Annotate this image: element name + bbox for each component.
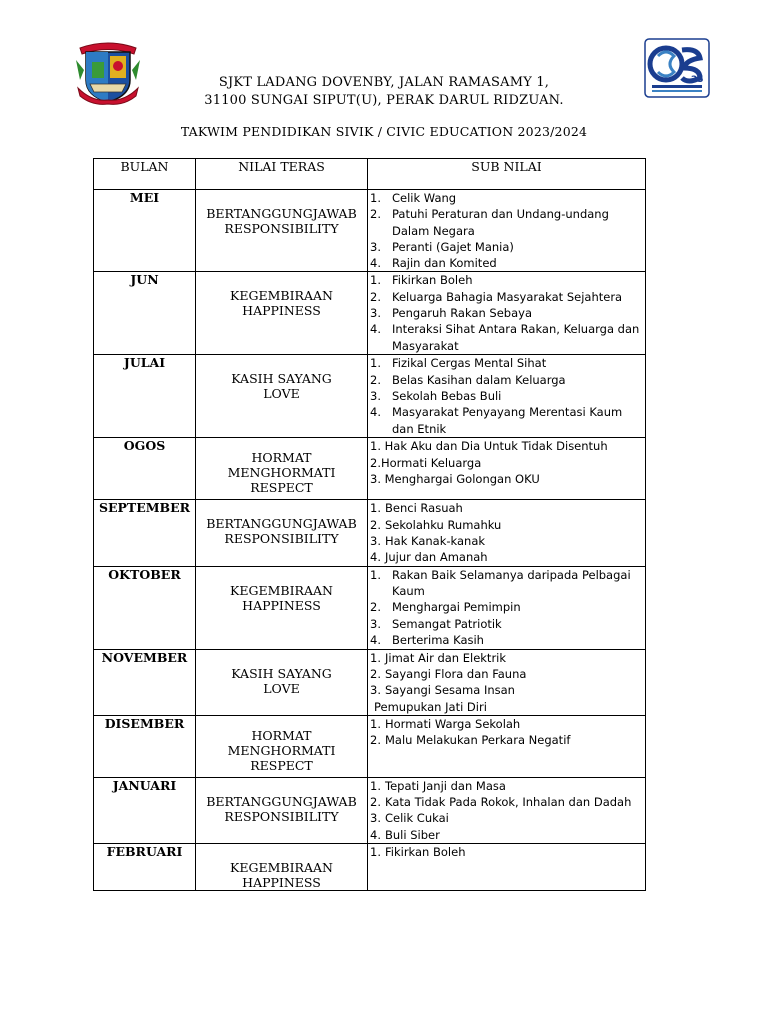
- list-item: 2. Menghargai Pemimpin: [370, 600, 521, 615]
- nilai-line: HAPPINESS: [242, 875, 321, 891]
- nilai-line: BERTANGGUNGJAWAB: [206, 793, 357, 809]
- list-item: 1. Celik Wang: [370, 191, 457, 205]
- nilai-line: KASIH SAYANG: [231, 371, 332, 387]
- month-cell: OGOS: [94, 438, 196, 500]
- table-row: [94, 649, 646, 715]
- list-item: 1. Fizikal Cergas Mental Sihat: [370, 356, 547, 371]
- nilai-line: KEGEMBIRAAN: [230, 860, 333, 876]
- document-title: TAKWIM PENDIDIKAN SIVIK / CIVIC EDUCATION 2023/2024: [180, 124, 588, 139]
- nilai-line: HAPPINESS: [242, 303, 321, 319]
- sub-nilai-cell: [368, 715, 646, 777]
- list-item: 2. Belas Kasihan dalam Keluarga: [370, 372, 566, 387]
- table-row: [94, 355, 646, 438]
- school-name: SJKT LADANG DOVENBY, JALAN RAMASAMY 1,: [218, 75, 550, 90]
- nilai-line: RESPONSIBILITY: [224, 808, 339, 824]
- month-cell: JUN: [94, 272, 196, 355]
- list-item: 2. Sayangi Flora dan Fauna: [370, 666, 527, 681]
- sub-nilai-cell: [368, 500, 646, 566]
- list-item: 4. Berterima Kasih: [370, 632, 484, 647]
- list-item: 4. Buli Siber: [370, 827, 440, 842]
- list-item: 3. Pengaruh Rakan Sebaya: [370, 306, 533, 321]
- nilai-cell: [196, 649, 368, 715]
- nilai-cell: [196, 355, 368, 438]
- nilai-cell: [196, 777, 368, 843]
- nilai-line: HORMAT: [251, 450, 312, 466]
- logo-badge-text: 25: [691, 75, 704, 85]
- nilai-line: MENGHORMATI: [227, 742, 336, 758]
- sub-nilai-cell: [368, 844, 646, 891]
- nilai-cell: [196, 715, 368, 777]
- list-item: 3. Celik Cukai: [370, 811, 449, 826]
- nilai-cell: [196, 190, 368, 272]
- list-item: 1. Hormati Warga Sekolah: [370, 716, 521, 731]
- month-cell: NOVEMBER: [94, 649, 196, 715]
- sub-nilai-cell: [368, 566, 646, 649]
- table-row: [94, 777, 646, 843]
- table-row: [94, 844, 646, 891]
- nilai-line: KASIH SAYANG: [231, 665, 332, 681]
- nilai-cell: [196, 844, 368, 891]
- list-item: 1. Fikirkan Boleh: [370, 845, 466, 860]
- sub-nilai-cell: [368, 190, 646, 272]
- nilai-line: KEGEMBIRAAN: [230, 582, 333, 598]
- table-header-row: [94, 159, 646, 190]
- school-address: 31100 SUNGAI SIPUT(U), PERAK DARUL RIDZUAN.: [204, 93, 564, 108]
- nilai-cell: [196, 272, 368, 355]
- nilai-line: LOVE: [263, 680, 300, 696]
- nilai-line: HORMAT: [251, 727, 312, 743]
- month-cell: FEBRUARI: [94, 844, 196, 891]
- list-item: 3. Sekolah Bebas Buli: [370, 389, 502, 404]
- nilai-line: RESPONSIBILITY: [224, 531, 339, 547]
- list-item: 1. Hak Aku dan Dia Untuk Tidak Disentuh: [370, 439, 608, 454]
- month-cell: DISEMBER: [94, 715, 196, 777]
- list-item: 3. Semangat Patriotik: [370, 616, 502, 631]
- nilai-line: RESPONSIBILITY: [224, 221, 339, 236]
- list-item: 2. Keluarga Bahagia Masyarakat Sejahtera: [370, 289, 623, 304]
- sub-nilai-note: Pemupukan Jati Diri: [374, 699, 487, 714]
- table-row: [94, 715, 646, 777]
- list-item: 1. Jimat Air dan Elektrik: [370, 650, 507, 665]
- takwim-table: [93, 158, 646, 891]
- nilai-cell: [196, 566, 368, 649]
- list-item: 3. Peranti (Gajet Mania): [370, 239, 514, 254]
- table-row: [94, 190, 646, 272]
- nilai-line: HAPPINESS: [242, 597, 321, 613]
- list-item: 3. Sayangi Sesama Insan: [370, 683, 515, 698]
- table-row: [94, 566, 646, 649]
- list-item: 2. Patuhi Peraturan dan Undang-undang Dalam Negara: [370, 207, 609, 238]
- list-item: 1. Fikirkan Boleh: [370, 273, 473, 288]
- list-item: 2. Sekolahku Rumahku: [370, 517, 502, 532]
- list-item: 1. Rakan Baik Selamanya daripada Pelbagai Kaum: [370, 567, 631, 598]
- list-item: 4. Interaksi Sihat Antara Rakan, Keluarga dan Masyarakat: [370, 322, 640, 353]
- nilai-cell: [196, 438, 368, 500]
- nilai-line: KEGEMBIRAAN: [230, 288, 333, 304]
- header-nilai-teras: NILAI TERAS: [196, 159, 368, 190]
- table-row: [94, 272, 646, 355]
- header-bulan: BULAN: [94, 159, 196, 190]
- table-row: [94, 438, 646, 500]
- list-item: 3. Menghargai Golongan OKU: [370, 472, 540, 487]
- list-item: 2.Hormati Keluarga: [370, 455, 482, 470]
- list-item: 4. Masyarakat Penyayang Merentasi Kaum dan Etnik: [370, 405, 623, 436]
- nilai-cell: [196, 500, 368, 566]
- list-item: 4. Jujur dan Amanah: [370, 550, 488, 565]
- nilai-line: BERTANGGUNGJAWAB: [206, 516, 357, 532]
- list-item: 4. Rajin dan Komited: [370, 256, 497, 271]
- table-row: [94, 500, 646, 566]
- nilai-line: RESPECT: [250, 757, 313, 773]
- sub-nilai-cell: [368, 777, 646, 843]
- nilai-line: MENGHORMATI: [227, 465, 336, 481]
- sub-nilai-cell: [368, 438, 646, 500]
- nilai-line: BERTANGGUNGJAWAB: [206, 206, 357, 221]
- list-item: 2. Malu Melakukan Perkara Negatif: [370, 733, 571, 748]
- month-cell: MEI: [94, 190, 196, 272]
- list-item: 3. Hak Kanak-kanak: [370, 534, 486, 549]
- sub-nilai-cell: [368, 649, 646, 715]
- nilai-line: RESPECT: [250, 480, 313, 496]
- month-cell: JANUARI: [94, 777, 196, 843]
- nilai-line: LOVE: [263, 386, 300, 402]
- list-item: 1. Tepati Janji dan Masa: [370, 778, 506, 793]
- list-item: 2. Kata Tidak Pada Rokok, Inhalan dan Dadah: [370, 795, 632, 810]
- month-cell: JULAI: [94, 355, 196, 438]
- month-cell: OKTOBER: [94, 566, 196, 649]
- sub-nilai-cell: [368, 355, 646, 438]
- month-cell: SEPTEMBER: [94, 500, 196, 566]
- sub-nilai-cell: [368, 272, 646, 355]
- header-sub-nilai: SUB NILAI: [368, 159, 646, 190]
- list-item: 1. Benci Rasuah: [370, 501, 463, 516]
